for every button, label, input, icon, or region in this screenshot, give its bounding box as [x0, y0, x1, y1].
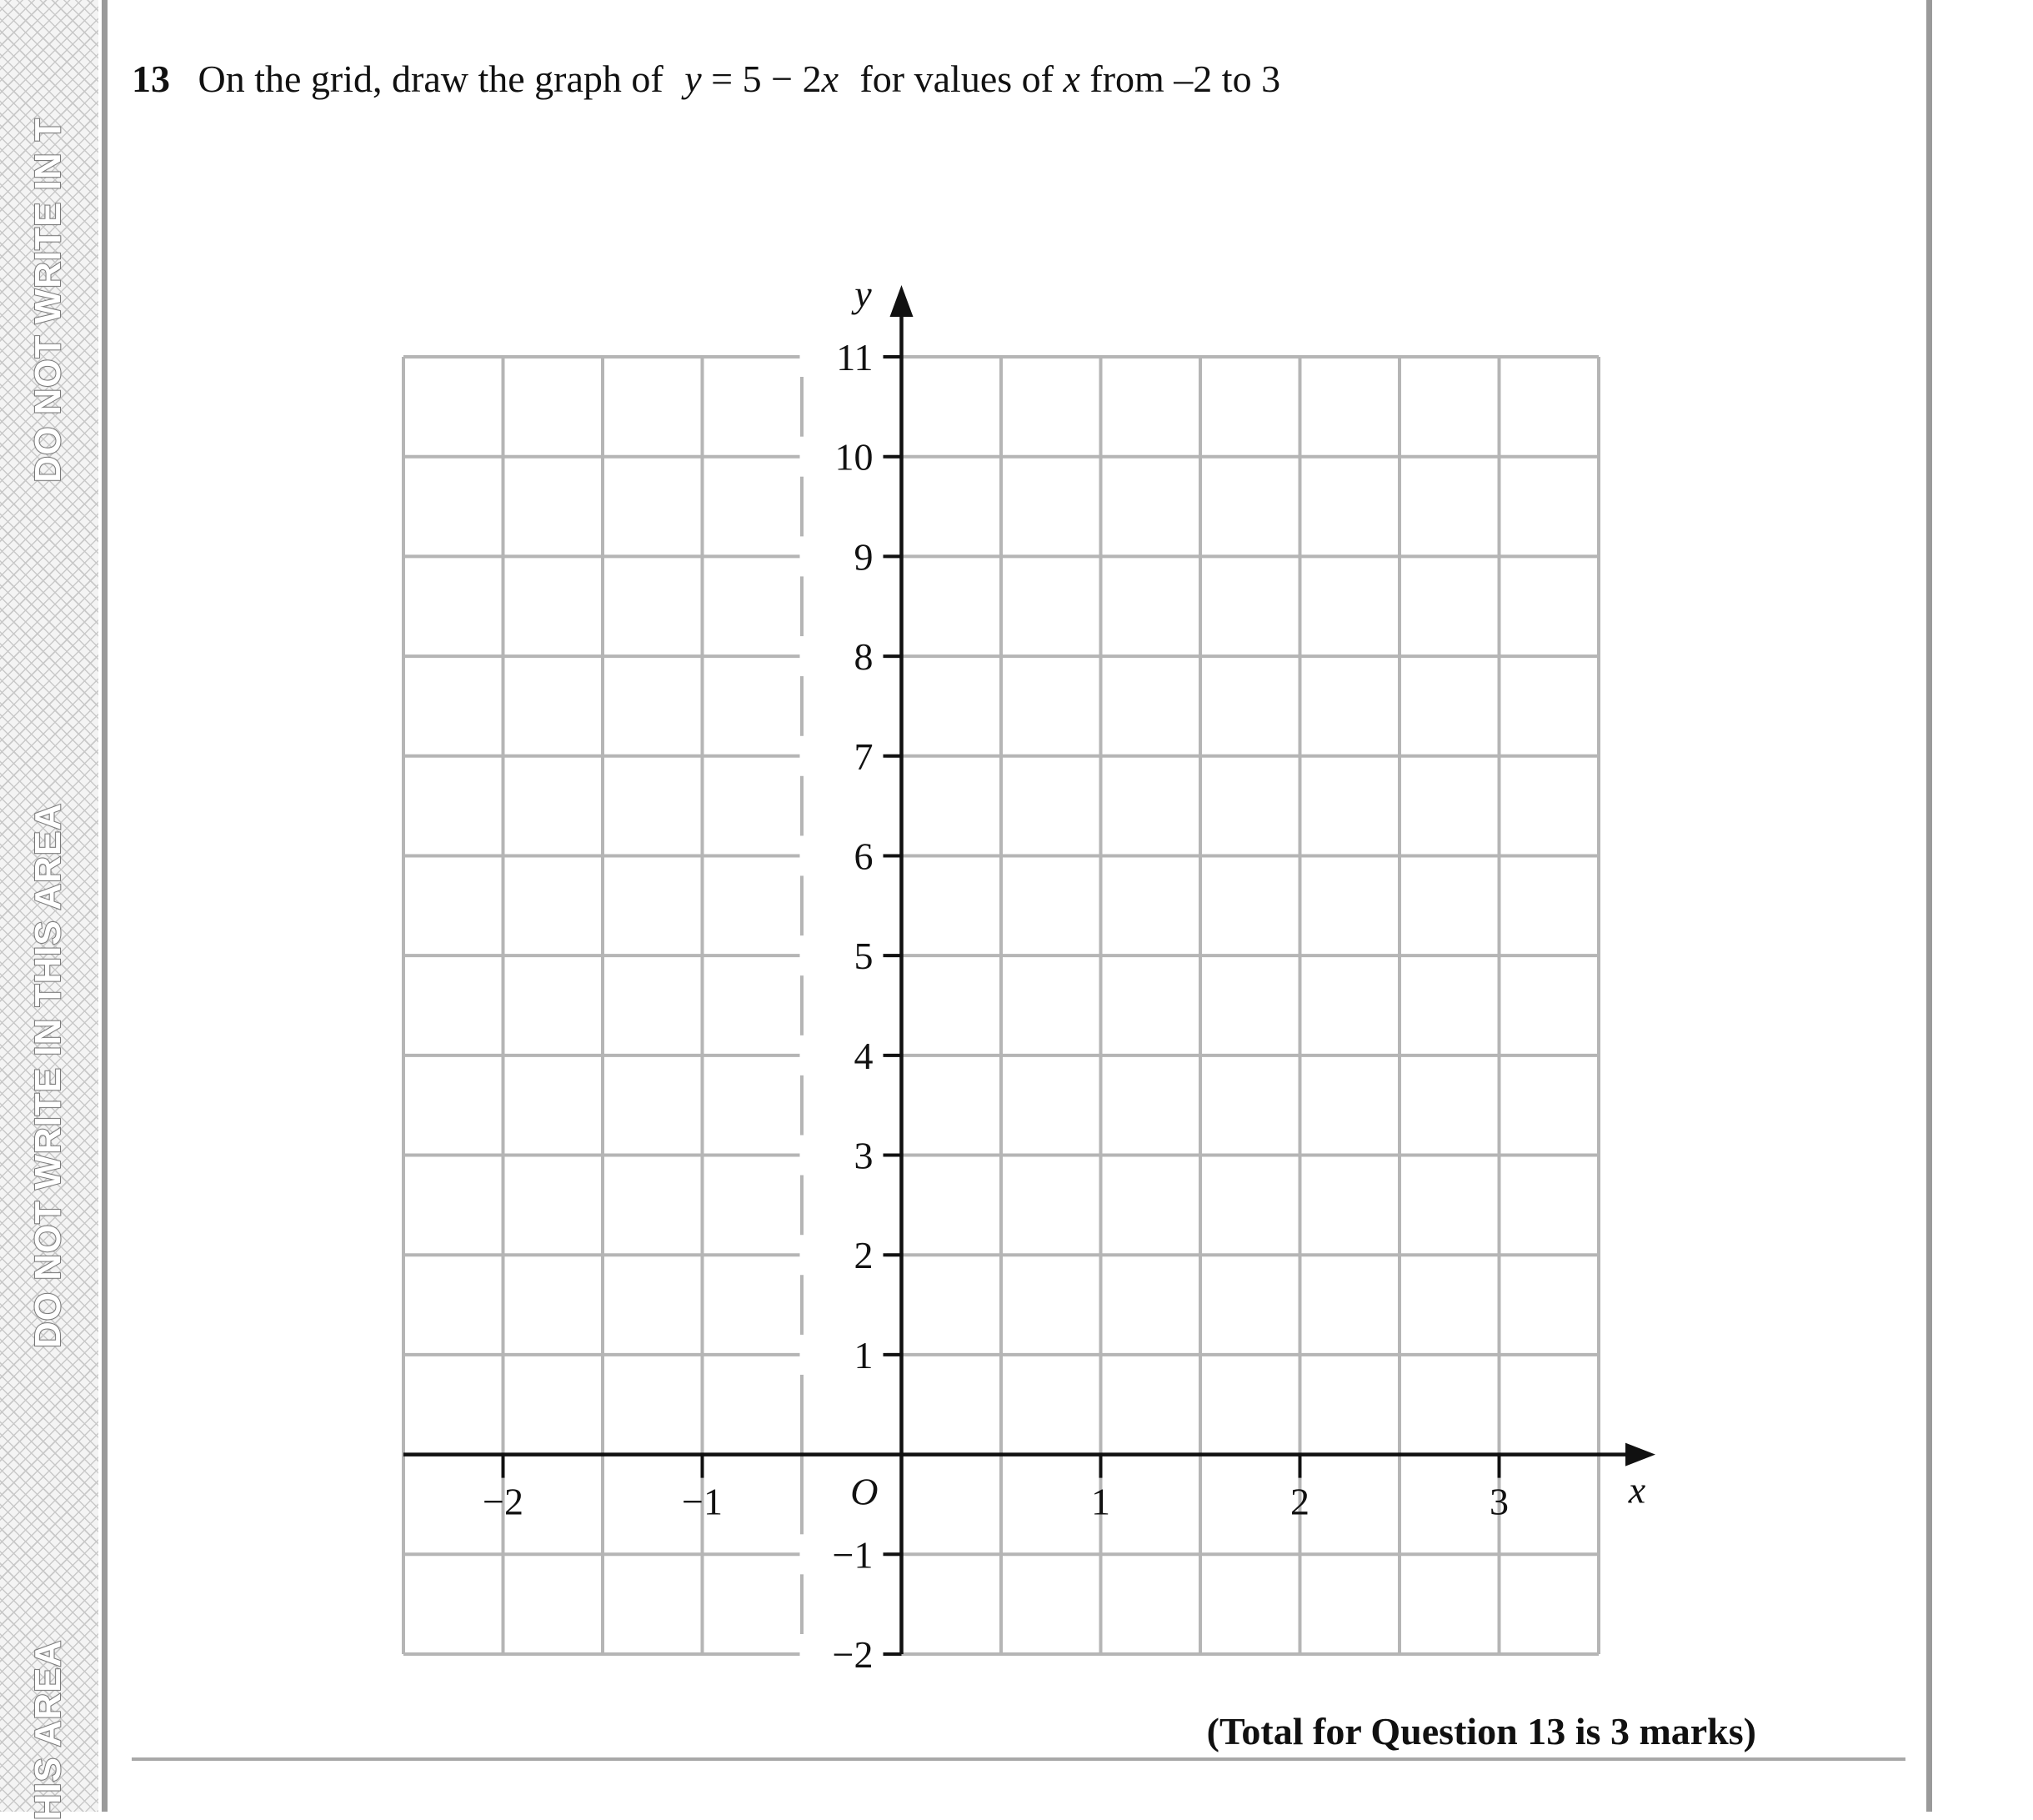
y-tick-label-backing [800, 535, 887, 579]
margin-warning-top: DO NOT WRITE IN T [28, 118, 68, 483]
question-text-mid: for values of [859, 58, 1054, 100]
y-tick-label: 1 [854, 1333, 874, 1376]
x-tick-label: −2 [483, 1480, 523, 1523]
x-tick-label: 3 [1490, 1480, 1509, 1523]
y-tick-label-backing [800, 835, 887, 878]
y-tick-label: 8 [854, 635, 874, 679]
y-tick-label-backing [800, 1335, 887, 1375]
y-tick-label: 4 [854, 1034, 874, 1077]
question-number: 13 [132, 58, 170, 100]
equation-lhs-variable: y [684, 58, 702, 100]
y-tick-label-backing [800, 736, 887, 776]
x-tick-label: −1 [682, 1480, 723, 1523]
axes [403, 285, 1655, 1654]
total-marks: (Total for Question 13 is 3 marks) [1206, 1710, 1756, 1752]
y-tick-label: −2 [832, 1633, 874, 1676]
y-tick-label: 6 [854, 835, 874, 878]
equation-rhs-variable: x [821, 58, 839, 100]
x-tick-label: 1 [1091, 1480, 1110, 1523]
y-tick-label-backing [800, 935, 887, 978]
y-tick-label-backing [800, 1136, 887, 1176]
y-axis-title: y [854, 273, 872, 315]
x-axis-arrow-icon [1625, 1443, 1655, 1467]
equation-equals-sign: = [711, 58, 734, 100]
question-range-variable: x [1063, 58, 1080, 100]
margin-warning-middle: DO NOT WRITE IN THIS AREA [28, 802, 68, 1349]
x-axis-title: x [1628, 1468, 1646, 1512]
y-tick-label: 9 [854, 535, 874, 579]
equation-minus-sign: − [771, 58, 794, 100]
question-text-after: from –2 to 3 [1089, 58, 1281, 100]
y-tick-label-backing [800, 1035, 887, 1075]
y-tick-label: 7 [854, 735, 874, 778]
question-text-before: On the grid, draw the graph of [198, 58, 663, 100]
margin-warning-bottom: HIS AREA [28, 1639, 68, 1820]
equation-coefficient: 2 [802, 58, 822, 100]
origin-label: O [850, 1470, 879, 1513]
x-tick-label: 2 [1290, 1480, 1309, 1523]
grid-lines [403, 357, 1599, 1654]
y-tick-label: 3 [854, 1134, 874, 1177]
axis-labels [483, 273, 1646, 1676]
y-tick-label-backing [800, 635, 887, 679]
y-tick-label: 11 [836, 336, 874, 379]
y-tick-label: 10 [834, 435, 874, 479]
y-tick-label-backing [800, 1235, 887, 1275]
y-axis-arrow-icon [890, 285, 914, 317]
equation-constant: 5 [742, 58, 762, 100]
y-tick-label: −1 [832, 1533, 874, 1577]
y-tick-label: 2 [854, 1234, 874, 1277]
y-tick-label: 5 [854, 935, 874, 978]
bottom-rule [132, 1757, 1905, 1761]
